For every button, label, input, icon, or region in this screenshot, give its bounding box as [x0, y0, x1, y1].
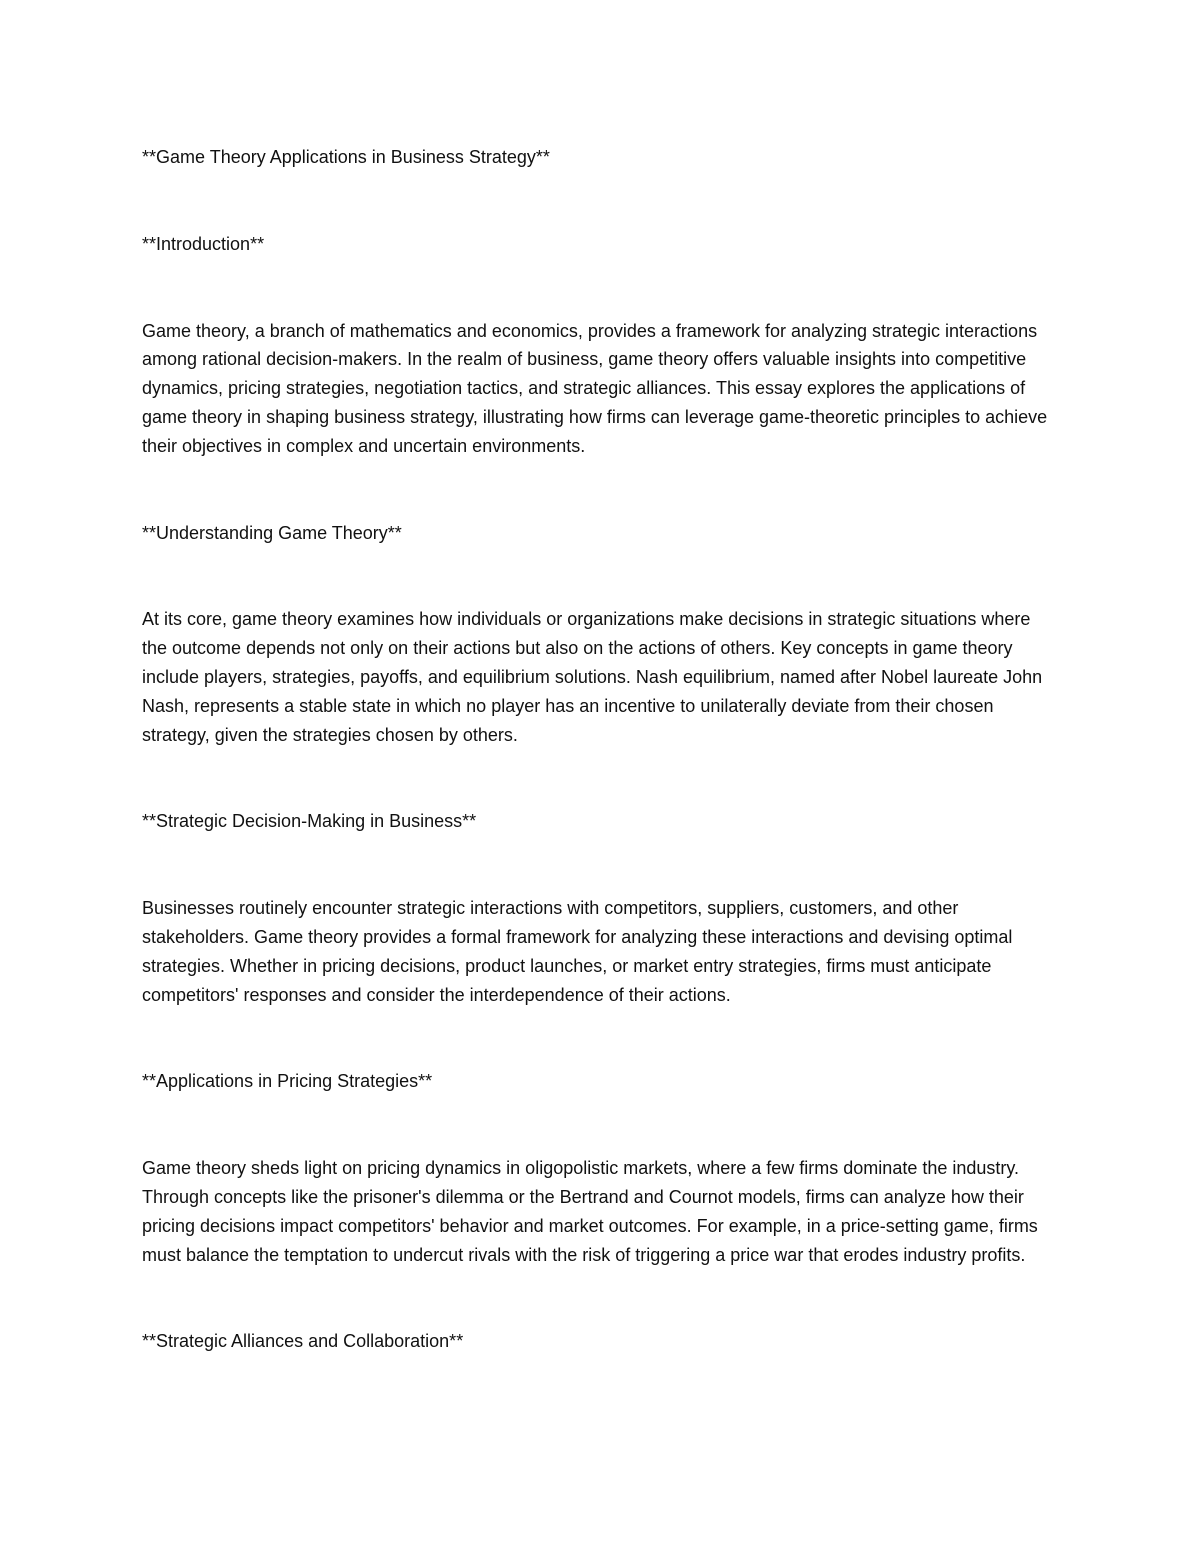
section-body-pricing-strategies: Game theory sheds light on pricing dynamics in oligopolistic markets, where a few firms dominate the industry. Through concepts like the prisoner's dilemma or the Bertrand and Cournot models, firms can analyze how their pricing decisions impact competitors' behavior and market outcomes. For example, in a price-setting game, firms must balance the temptation to undercut rivals with the risk of triggering a price war that erodes industry profits.: [142, 1158, 1038, 1265]
section-heading-pricing-strategies: **Applications in Pricing Strategies**: [142, 1071, 433, 1092]
section-heading-strategic-alliances: **Strategic Alliances and Collaboration**: [142, 1331, 464, 1352]
document-title: **Game Theory Applications in Business Strategy**: [142, 147, 550, 167]
section-heading-understanding-game-theory: **Understanding Game Theory**: [142, 522, 402, 543]
section-body-introduction: Game theory, a branch of mathematics and economics, provides a framework for analyzing strategic interactions among rational decision-makers. In the realm of business, game theory offers valuable insights into competitive dynamics, pricing strategies, negotiation tactics, and strategic alliances. This essay explores the applications of game theory in shaping business strategy, illustrating how firms can leverage game-theoretic principles to achieve their objectives in complex and uncertain environments.: [142, 320, 1048, 456]
section-body-strategic-decision-making: Businesses routinely encounter strategic interactions with competitors, suppliers, customers, and other stakeholders. Game theory provides a formal framework for analyzing these interactions and devising optimal strategies. Whether in pricing decisions, product launches, or market entry strategies, firms must anticipate competitors' responses and consider the interdependence of their actions.: [142, 898, 1013, 1005]
section-heading-introduction: **Introduction**: [142, 233, 265, 254]
document-content: [142, 143, 1057, 1414]
section-body-understanding-game-theory: At its core, game theory examines how individuals or organizations make decisions in strategic situations where the outcome depends not only on their actions but also on the actions of others. Key concepts in game theory include players, strategies, payoffs, and equilibrium solutions. Nash equilibrium, named after Nobel laureate John Nash, represents a stable state in which no player has an incentive to unilaterally deviate from their chosen strategy, given the strategies chosen by others.: [142, 609, 1043, 745]
section-heading-strategic-decision-making: **Strategic Decision-Making in Business**: [142, 811, 477, 832]
